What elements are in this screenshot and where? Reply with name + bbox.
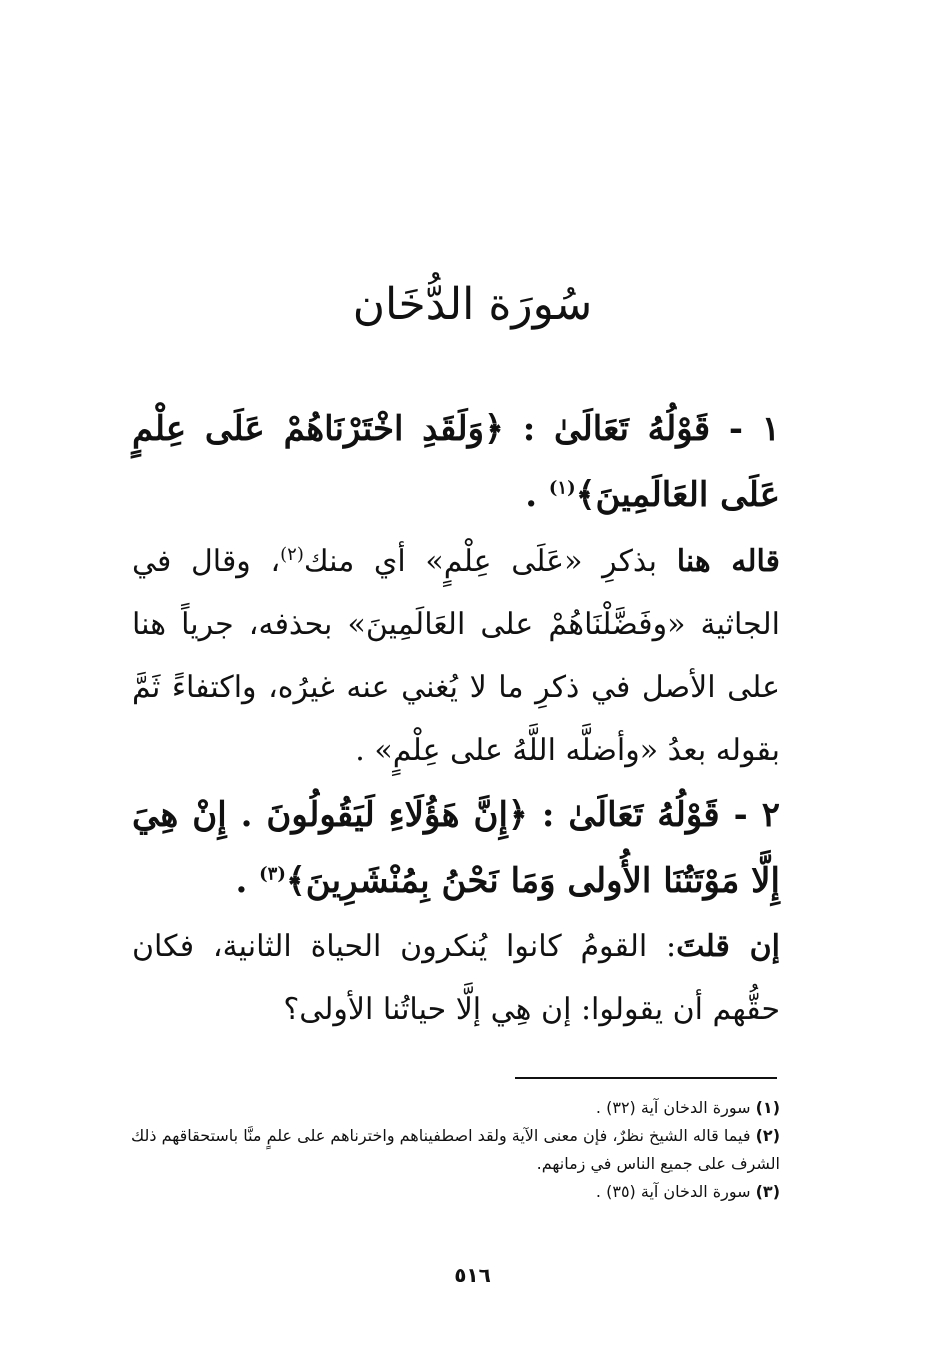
footnote-3-number: (٣)	[755, 1182, 780, 1201]
verse-2-end: .	[235, 861, 260, 901]
footnote-ref-2: (٢)	[280, 544, 304, 565]
verse-2-quote: ﴿إِنَّ هَؤُلَاءِ لَيَقُولُونَ . إِنْ هِيَ إِلَّا مَوْتَتُنَا الأُولى وَمَا نَحْنُ بِمُنْشَرِينَ﴾	[132, 795, 780, 901]
footnote-2-number: (٢)	[755, 1126, 780, 1145]
verse-2-number: ٢ -	[733, 795, 781, 835]
footnote-3-text: سورة الدخان آية (٣٥) .	[595, 1182, 756, 1201]
footnote-separator	[515, 1077, 777, 1079]
verse-1-quote: ﴿وَلَقَدِ اخْتَرْنَاهُمْ عَلَى عِلْمٍ عَلَى العَالَمِينَ﴾	[132, 409, 780, 515]
verse-1-end: .	[525, 475, 549, 515]
commentary-2-label: إن قلتَ	[676, 929, 780, 964]
page-number: ٥١٦	[454, 1263, 491, 1287]
verse-1-intro: قَوْلُهُ تَعَالَىٰ :	[522, 409, 711, 449]
verse-1	[132, 396, 780, 528]
footnote-2-text: فيما قاله الشيخ نظرٌ، فإن معنى الآية ولقد اصطفيناهم واخترناهم على علمٍ منَّا باستحقاقهم ذلك الشرف على جميع الناس في زمانهم.	[131, 1126, 780, 1173]
commentary-1-text-a: بذكرِ «عَلَى عِلْمٍ» أي منك	[303, 544, 677, 579]
commentary-2	[132, 915, 780, 1041]
commentary-1-text-b: ، وقال في الجاثية «وفَضَّلْنَاهُمْ على العَالَمِينَ» بحذفه، جرياً هنا على الأصل في ذكرِ ما لا يُغني عنه غيرُه، واكتفاءً ثَمَّ بقوله بعدُ «وأضلَّه اللَّهُ على عِلْمٍ» .	[132, 544, 780, 768]
commentary-2-text: : القومُ كانوا يُنكرون الحياة الثانية، فكان حقُّهم أن يقولوا: إن هِي إلَّا حياتُنا الأولى؟	[132, 929, 780, 1027]
footnote-ref-1: (١)	[548, 477, 576, 499]
footnotes	[128, 1094, 780, 1206]
surah-title: سُورَة الدُّخَان	[352, 279, 593, 330]
verse-1-number: ١ -	[728, 409, 780, 449]
footnote-1-text: سورة الدخان آية (٣٢) .	[595, 1098, 756, 1117]
footnote-1-number: (١)	[755, 1098, 780, 1117]
verse-2	[132, 782, 780, 914]
footnote-3	[128, 1178, 780, 1206]
footnote-2	[128, 1122, 780, 1178]
footnote-1	[128, 1094, 780, 1122]
commentary-1-label: قاله هنا	[676, 544, 780, 579]
verse-2-intro: قَوْلُهُ تَعَالَىٰ :	[541, 795, 720, 835]
commentary-1	[132, 530, 780, 782]
footnote-ref-3: (٣)	[259, 863, 286, 885]
